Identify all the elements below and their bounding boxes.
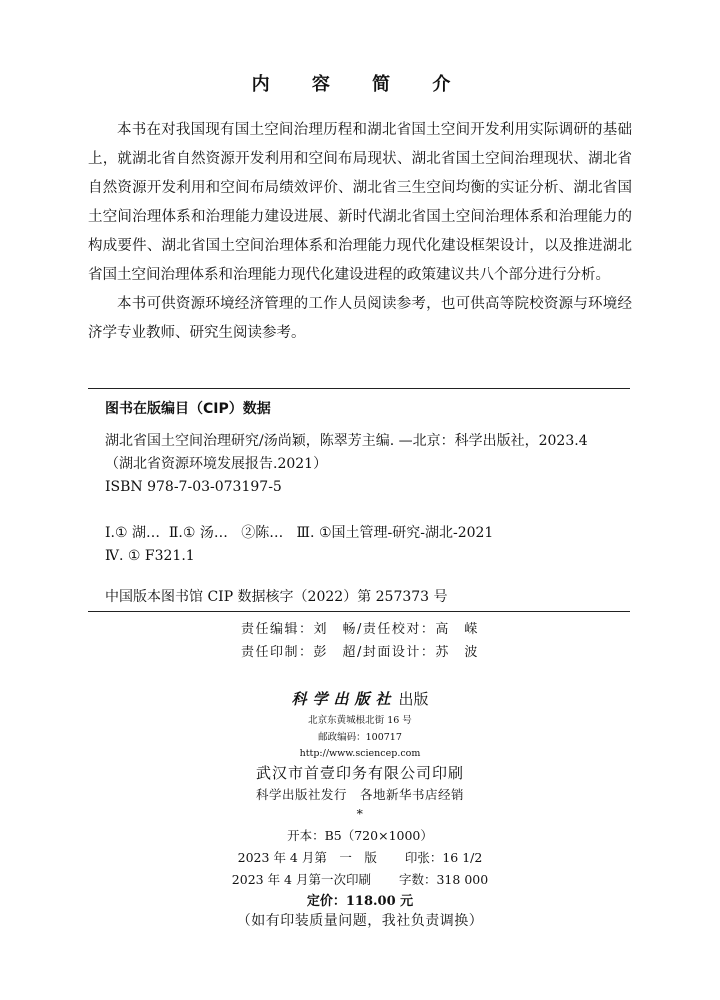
cip-record [105,430,645,499]
sheets: 印张：16 1/2 [404,850,483,865]
publisher-logo: 科学出版社 [291,690,397,708]
summary-paragraph-1: 本书在对我国现有国土空间治理历程和湖北省国土空间开发利用实际调研的基础上，就湖北省自然资源开发利用和空间布局现状、湖北省国土空间治理现状、湖北省自然资源开发利用和空间布局绩效评价、湖北省三生空间均衡的实证分析、湖北省国土空间治理体系和治理能力建设进展、新时代湖北省国土空间治理体系和治理能力的构成要件、湖北省国土空间治理体系和治理能力现代化建设框架设计，以及推进湖北省国土空间治理体系和治理能力现代化建设进程的政策建议共八个部分进行分析。 [88,122,632,283]
credits-line-1: 责任编辑：刘 畅/责任校对：高 嵘 [241,622,479,637]
cip-heading: 图书在版编目（CIP）数据 [105,401,271,417]
cip-classification [105,522,645,568]
edition-date: 2023 年 4 月第 一 版 [237,850,377,865]
printing-line [0,870,720,890]
summary-section [88,116,632,348]
publisher-suffix: 出版 [398,690,429,708]
publisher-line [0,688,720,709]
publisher-postcode: 邮政编码：100717 [318,732,402,743]
cip-approval [105,586,645,609]
printing-date: 2023 年 4 月第一次印刷 [231,872,371,887]
publisher-website: http://www.sciencep.com [299,748,421,759]
cip-line-3: ISBN 978-7-03-073197-5 [105,479,282,495]
printer-line: 武汉市首壹印务有限公司印刷 [255,764,464,782]
bottom-divider [88,611,630,612]
summary-paragraph-2: 本书可供资源环境经济管理的工作人员阅读参考，也可供高等院校资源与环境经济学专业教师、研究生阅读参考。 [88,296,632,341]
publisher-address: 北京东黄城根北街 16 号 [308,715,412,726]
separator-star: * [356,806,364,821]
editor-credits [0,618,720,664]
cip-line-1: 湖北省国土空间治理研究/汤尚颖，陈翠芳主编. —北京：科学出版社，2023.4 [105,433,588,449]
credits-line-2: 责任印制：彭 超/封面设计：苏 波 [241,645,479,660]
page-title: 内 容 简 介 [251,74,469,95]
word-count: 字数：318 000 [398,872,489,887]
edition-line [0,848,720,868]
cip-approval-number: 中国版本图书馆 CIP 数据核字（2022）第 257373 号 [105,589,448,605]
cip-line-2: （湖北省资源环境发展报告.2021） [105,456,328,472]
classification-line-2: Ⅳ. ① F321.1 [105,548,195,564]
distribution-line: 科学出版社发行 各地新华书店经销 [255,787,464,802]
classification-line-1: Ⅰ.① 湖… Ⅱ.① 汤… ②陈… Ⅲ. ①国土管理-研究-湖北-2021 [105,525,494,541]
quality-note: （如有印装质量问题，我社负责调换） [236,913,484,929]
top-divider [88,388,630,389]
format-line: 开本：B5（720×1000） [287,828,433,843]
price: 定价：118.00 元 [306,894,414,909]
